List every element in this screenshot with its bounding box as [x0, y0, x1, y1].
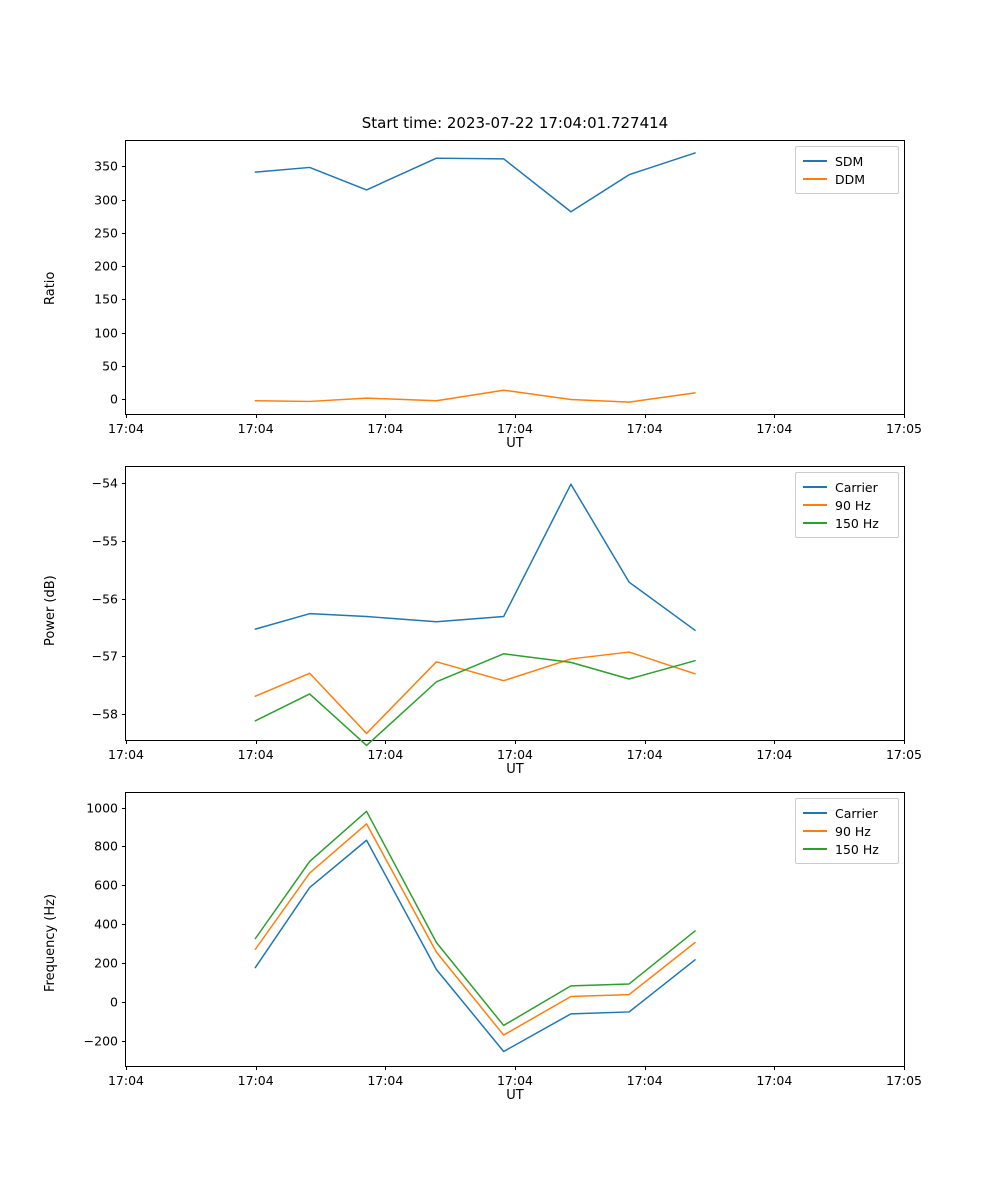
legend-color-swatch: [803, 812, 827, 814]
y-tick-label: 600: [94, 877, 118, 893]
x-tickmark: [774, 1066, 775, 1070]
x-tickmark: [645, 740, 646, 744]
y-tickmark: [122, 541, 126, 542]
legend-item[interactable]: [803, 840, 891, 858]
legend-color-swatch: [803, 848, 827, 850]
y-tick-label: 300: [94, 192, 118, 208]
legend-ratio: [795, 146, 899, 194]
x-tick-label: 17:04: [626, 747, 663, 762]
legend-item[interactable]: [803, 170, 891, 188]
x-tickmark: [256, 1066, 257, 1070]
x-tick-label: 17:05: [885, 747, 923, 762]
line-series: [255, 153, 695, 212]
y-tickmark: [122, 233, 126, 234]
panel-ratio: [43, 114, 923, 451]
y-tickmark: [122, 599, 126, 600]
y-tickmark: [122, 846, 126, 847]
y-tickmark: [122, 885, 126, 886]
x-tick-label: 17:04: [367, 747, 404, 762]
legend-label: SDM: [835, 153, 864, 169]
legend-label: 150 Hz: [835, 841, 879, 857]
legend-item[interactable]: [803, 822, 891, 840]
legend-label: DDM: [835, 171, 866, 187]
y-tickmark: [122, 266, 126, 267]
legend-label: Carrier: [835, 479, 878, 495]
x-tickmark: [904, 414, 905, 418]
legend-label: 90 Hz: [835, 823, 871, 839]
legend-item[interactable]: [803, 478, 891, 496]
x-tickmark: [126, 414, 127, 418]
y-tick-label: −58: [91, 706, 118, 722]
y-tick-label: 350: [94, 158, 118, 174]
legend-item[interactable]: [803, 152, 891, 170]
x-tick-label: 17:04: [237, 747, 274, 762]
legend-item[interactable]: [803, 514, 891, 532]
y-tickmark: [122, 808, 126, 809]
x-tick-label: 17:04: [107, 747, 145, 762]
y-tick-label: 200: [94, 258, 118, 274]
y-tickmark: [122, 399, 126, 400]
legend-label: Carrier: [835, 805, 878, 821]
y-tick-label: −55: [91, 533, 118, 549]
x-tick-label: 17:04: [756, 747, 793, 762]
x-tick-label: 17:04: [756, 1073, 793, 1088]
y-tickmark: [122, 366, 126, 367]
panel-power: [43, 466, 923, 777]
x-tickmark: [774, 740, 775, 744]
y-tick-label: 200: [94, 955, 118, 971]
series-lines-ratio: [126, 141, 904, 414]
x-tick-label: 17:04: [626, 1073, 663, 1088]
y-tickmark: [122, 200, 126, 201]
axes-power: [91, 466, 923, 762]
y-tickmark: [122, 299, 126, 300]
line-series: [255, 824, 695, 1035]
x-tick-label: 17:04: [496, 421, 534, 436]
y-tickmark: [122, 1041, 126, 1042]
x-tickmark: [385, 414, 386, 418]
y-tick-label: −54: [91, 475, 118, 491]
x-tickmark: [904, 740, 905, 744]
line-series: [255, 840, 695, 1051]
legend-item[interactable]: [803, 804, 891, 822]
y-tick-label: −200: [83, 1033, 118, 1049]
x-tickmark: [256, 740, 257, 744]
y-tick-label: −56: [91, 591, 118, 607]
x-tick-label: 17:04: [756, 421, 793, 436]
x-tick-label: 17:04: [237, 421, 274, 436]
y-tick-label: 50: [102, 358, 118, 374]
x-tick-label: 17:04: [107, 421, 145, 436]
x-tick-label: 17:04: [496, 747, 534, 762]
y-tick-label: 100: [94, 325, 118, 341]
x-tick-label: 17:04: [107, 1073, 145, 1088]
legend-item[interactable]: [803, 496, 891, 514]
series-lines-frequency: [126, 793, 904, 1066]
y-tickmark: [122, 333, 126, 334]
legend-color-swatch: [803, 486, 827, 488]
line-series: [255, 484, 695, 630]
x-tick-label: 17:04: [367, 421, 404, 436]
series-lines-power: [126, 467, 904, 740]
x-tickmark: [126, 1066, 127, 1070]
x-tick-label: 17:04: [367, 1073, 404, 1088]
y-tick-label: 1000: [86, 800, 118, 816]
x-tick-label: 17:04: [237, 1073, 274, 1088]
y-tick-label: 800: [94, 838, 118, 854]
legend-color-swatch: [803, 522, 827, 524]
line-series: [255, 654, 695, 746]
axes-frequency: [83, 792, 923, 1088]
x-tickmark: [256, 414, 257, 418]
x-tickmark: [385, 740, 386, 744]
x-tick-label: 17:05: [885, 421, 923, 436]
x-tickmark: [515, 1066, 516, 1070]
panel-frequency: [43, 792, 923, 1103]
ylabel-ratio: Ratio: [43, 271, 58, 305]
line-series: [255, 811, 695, 1025]
legend-color-swatch: [803, 504, 827, 506]
legend-color-swatch: [803, 160, 827, 162]
line-series: [255, 390, 695, 402]
legend-power: [795, 472, 899, 538]
legend-color-swatch: [803, 830, 827, 832]
axes-ratio: [94, 140, 923, 436]
y-tickmark: [122, 924, 126, 925]
x-tickmark: [645, 1066, 646, 1070]
y-tick-label: 150: [94, 291, 118, 307]
legend-label: 150 Hz: [835, 515, 879, 531]
xlabel-power: UT: [506, 762, 524, 777]
y-tickmark: [122, 1002, 126, 1003]
legend-frequency: [795, 798, 899, 864]
x-tickmark: [385, 1066, 386, 1070]
y-tick-label: −57: [91, 648, 118, 664]
x-tick-label: 17:05: [885, 1073, 923, 1088]
y-tickmark: [122, 656, 126, 657]
xlabel-frequency: UT: [506, 1088, 524, 1103]
x-tickmark: [645, 414, 646, 418]
y-tick-label: 0: [110, 391, 118, 407]
x-tickmark: [515, 740, 516, 744]
x-tick-label: 17:04: [496, 1073, 534, 1088]
legend-color-swatch: [803, 178, 827, 180]
x-tickmark: [774, 414, 775, 418]
y-tickmark: [122, 963, 126, 964]
x-tickmark: [126, 740, 127, 744]
y-tick-label: 0: [110, 994, 118, 1010]
y-tick-label: 250: [94, 225, 118, 241]
line-series: [255, 652, 695, 733]
y-tickmark: [122, 714, 126, 715]
xlabel-ratio: UT: [506, 436, 524, 451]
ylabel-power: Power (dB): [43, 575, 58, 646]
y-tick-label: 400: [94, 916, 118, 932]
ylabel-frequency: Frequency (Hz): [43, 893, 58, 992]
legend-label: 90 Hz: [835, 497, 871, 513]
x-tickmark: [515, 414, 516, 418]
figure-title: Start time: 2023-07-22 17:04:01.727414: [361, 114, 669, 132]
y-tickmark: [122, 166, 126, 167]
x-tickmark: [904, 1066, 905, 1070]
y-tickmark: [122, 483, 126, 484]
x-tick-label: 17:04: [626, 421, 663, 436]
